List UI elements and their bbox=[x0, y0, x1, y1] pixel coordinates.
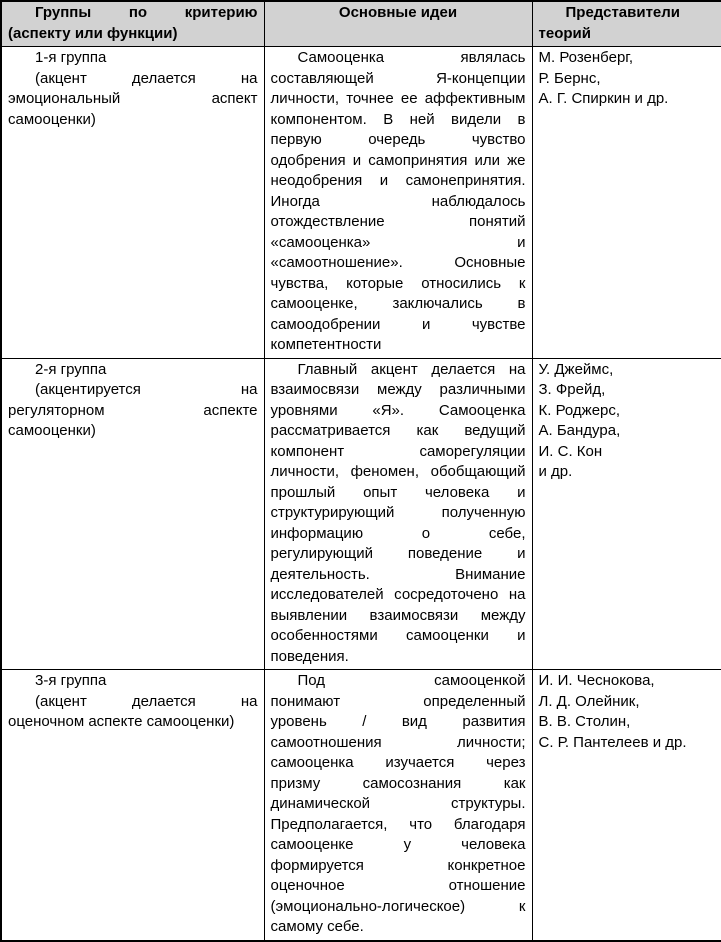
text-line: одобрения и самопринятия или же bbox=[270, 151, 526, 169]
text-line: И. С. Кон bbox=[538, 442, 603, 460]
text-line: рассматривается как ведущий bbox=[270, 422, 526, 439]
cell-representatives-row3 bbox=[532, 670, 721, 941]
text-line: В. В. Столин, bbox=[538, 713, 631, 730]
text-line: Предполагается, что благодаря bbox=[270, 815, 526, 833]
text-line: отождествление понятий bbox=[270, 213, 526, 230]
cell-representatives-row2 bbox=[532, 358, 721, 670]
text-line: прошлый опыт человека и bbox=[270, 483, 526, 501]
text-line: М. Розенберг, bbox=[538, 49, 634, 66]
text-line: чувства, которые относились к bbox=[270, 274, 526, 292]
header-cell-representatives bbox=[532, 1, 721, 47]
text-line: уровень / вид развития bbox=[270, 713, 526, 730]
text-line: (акцент делается на bbox=[35, 692, 258, 710]
text-line: личности, точнее ее аффективным bbox=[270, 90, 526, 107]
table-row bbox=[1, 670, 721, 941]
text-line: К. Роджерс, bbox=[538, 401, 621, 419]
text-line: понимают определенный bbox=[270, 692, 526, 710]
table-row bbox=[1, 47, 721, 359]
text-line: 3-я группа bbox=[35, 672, 107, 689]
text-line: деятельность. Внимание bbox=[270, 565, 526, 583]
header-row bbox=[1, 1, 721, 47]
text-line: А. Бандура, bbox=[538, 422, 621, 439]
text-line: (акцент делается на bbox=[35, 69, 258, 87]
text-line: выявлении взаимосвязи между bbox=[270, 606, 526, 624]
text-line: Под самооценкой bbox=[297, 672, 526, 689]
text-line: Основные идеи bbox=[338, 4, 458, 21]
text-line: теорий bbox=[538, 24, 591, 42]
text-line: самооценки) bbox=[8, 110, 96, 128]
text-line: самооценка изучается через bbox=[270, 754, 526, 771]
text-line: регуляторном аспекте bbox=[8, 401, 258, 419]
text-line: поведения. bbox=[270, 647, 349, 665]
text-line: З. Фрейд, bbox=[538, 381, 606, 398]
text-line: информацию о себе, bbox=[270, 524, 526, 542]
text-line: взаимосвязи между различными bbox=[270, 381, 526, 398]
text-line: уровнями «Я». Самооценка bbox=[270, 401, 526, 419]
cell-groups-row3 bbox=[1, 670, 264, 941]
text-line: призму самосознания как bbox=[270, 774, 526, 792]
table-body bbox=[1, 47, 721, 941]
text-line: 2-я группа bbox=[35, 360, 107, 378]
text-line: компонент саморегуляции bbox=[270, 442, 526, 460]
text-line: компонентом. В ней видели в bbox=[270, 110, 526, 128]
text-line: 1-я группа bbox=[35, 49, 107, 66]
text-line: оценочное отношение bbox=[270, 877, 526, 894]
text-line: первую очередь чувство bbox=[270, 131, 526, 148]
text-line: составляющей Я-концепции bbox=[270, 69, 526, 87]
text-line: самооценке у человека bbox=[270, 836, 526, 853]
text-line: самому себе. bbox=[270, 918, 364, 935]
text-line: личности, феномен, обобщающий bbox=[270, 463, 526, 480]
text-line: Группы по критерию bbox=[35, 4, 258, 21]
text-line: структурирующий полученную bbox=[270, 504, 526, 521]
text-line: самооценки) bbox=[8, 422, 96, 439]
text-line: самоотношения личности; bbox=[270, 733, 526, 751]
text-line: Л. Д. Олейник, bbox=[538, 692, 640, 710]
text-line: самооценке, заключались в bbox=[270, 295, 526, 312]
cell-groups-row1 bbox=[1, 47, 264, 359]
text-line: неодобрения и самонепринятия. bbox=[270, 172, 526, 189]
cell-representatives-row1 bbox=[532, 47, 721, 359]
text-line: Главный акцент делается на bbox=[297, 360, 526, 378]
text-line: Представители bbox=[565, 4, 681, 21]
header-cell-groups bbox=[1, 1, 264, 47]
cell-ideas-row1 bbox=[264, 47, 532, 359]
cell-groups-row2 bbox=[1, 358, 264, 670]
text-line: У. Джеймс, bbox=[538, 360, 614, 378]
text-line: «самоотношение». Основные bbox=[270, 254, 526, 271]
text-line: И. И. Чеснокова, bbox=[538, 672, 655, 689]
text-line: (эмоционально-логическое) к bbox=[270, 897, 526, 915]
text-line: оценочном аспекте самооценки) bbox=[8, 713, 235, 730]
text-line: Самооценка являлась bbox=[297, 49, 526, 66]
text-line: эмоциональный аспект bbox=[8, 90, 258, 107]
text-line: динамической структуры. bbox=[270, 795, 526, 812]
header-cell-ideas bbox=[264, 1, 532, 47]
text-line: формируется конкретное bbox=[270, 856, 526, 874]
text-line: компетентности bbox=[270, 336, 382, 353]
text-line: Р. Бернс, bbox=[538, 69, 601, 87]
text-line: А. Г. Спиркин и др. bbox=[538, 90, 669, 107]
text-line: С. Р. Пантелеев и др. bbox=[538, 733, 687, 751]
text-line: (акцентируется на bbox=[35, 381, 258, 398]
text-line: «самооценка» и bbox=[270, 233, 526, 251]
text-line: и др. bbox=[538, 463, 573, 480]
text-line: особенностями самооценки и bbox=[270, 627, 526, 644]
text-line: самоодобрении и чувстве bbox=[270, 315, 526, 333]
cell-ideas-row3 bbox=[264, 670, 532, 941]
text-line: (аспекту или функции) bbox=[8, 24, 178, 42]
text-line: исследователей сосредоточено на bbox=[270, 586, 526, 603]
text-line: регулирующий поведение и bbox=[270, 545, 526, 562]
text-line: Иногда наблюдалось bbox=[270, 192, 526, 210]
cell-ideas-row2 bbox=[264, 358, 532, 670]
table-row bbox=[1, 358, 721, 670]
